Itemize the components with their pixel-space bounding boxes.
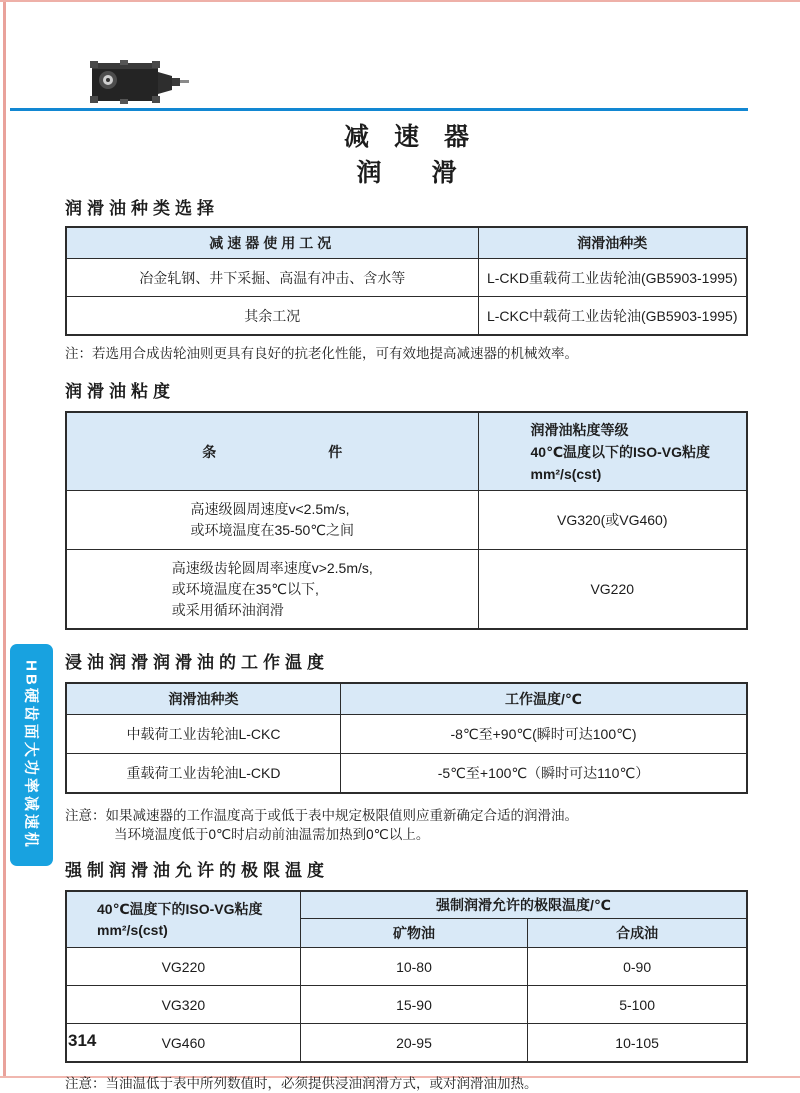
condition-line: 或采用循环油润滑 (171, 601, 284, 618)
cell-grade: VG320(或VG460) (478, 491, 747, 550)
cell-grade: VG220 (66, 948, 300, 986)
table-row (66, 986, 747, 1024)
section1-note: 注：若选用合成齿轮油则更具有良好的抗老化性能，可有效地提高减速器的机械效率。 (65, 346, 578, 361)
table-row (66, 1024, 747, 1063)
working-temp-table (65, 682, 748, 794)
viscosity-header-line: mm²/s(cst) (530, 465, 602, 482)
scan-edge-top (0, 0, 800, 2)
cell-grade: VG220 (478, 550, 747, 630)
section3-note-line2: 当环境温度低于0℃时启动前油温需加热到0℃以上。 (114, 827, 430, 842)
forced-lube-col1-header (66, 891, 300, 948)
page-content (65, 122, 748, 1093)
oil-type-col2-header: 润滑油种类 (478, 227, 747, 259)
viscosity-col1-header: 条 件 (66, 412, 478, 491)
oil-type-table (65, 226, 748, 336)
viscosity-header-line: 润滑油粘度等级 (530, 421, 629, 438)
cell-grade: VG460 (66, 1024, 300, 1063)
cell-condition (66, 491, 478, 550)
page-title-line1: 减 速 器 (343, 123, 469, 151)
forced-lube-subheader-synthetic: 合成油 (528, 919, 747, 948)
cell-oil: L-CKC中载荷工业齿轮油(GB5903-1995) (478, 297, 747, 336)
table-row (66, 491, 747, 550)
condition-line: 高速级齿轮圆周率速度v>2.5m/s, (171, 559, 373, 576)
forced-lube-span-header: 强制润滑允许的极限温度/℃ (300, 891, 747, 919)
table-row (66, 948, 747, 986)
cell-mineral-range: 10-80 (300, 948, 527, 986)
table-row (66, 297, 747, 336)
gear-reducer-photo-svg (90, 58, 190, 106)
page-title-line2: 润 滑 (356, 159, 457, 187)
scan-edge-left (3, 0, 6, 1078)
cell-temp: -8℃至+90℃(瞬时可达100℃) (340, 715, 747, 754)
cell-oil: L-CKD重载荷工业齿轮油(GB5903-1995) (478, 259, 747, 297)
viscosity-col2-header (478, 412, 747, 491)
forced-lube-col1-header-line: 40℃温度下的ISO-VG粘度 (97, 900, 263, 917)
header-rule (10, 108, 748, 111)
page-number: 314 (68, 1031, 97, 1050)
section1-heading: 润滑油种类选择 (65, 199, 219, 218)
forced-lube-col1-header-line: mm²/s(cst) (97, 921, 168, 938)
cell-synthetic-range: 10-105 (528, 1024, 747, 1063)
working-temp-col2-header: 工作温度/℃ (340, 683, 747, 715)
table-row (66, 715, 747, 754)
cell-synthetic-range: 0-90 (528, 948, 747, 986)
cell-oil: 中载荷工业齿轮油L-CKC (66, 715, 340, 754)
working-temp-col1-header: 润滑油种类 (66, 683, 340, 715)
gear-reducer-photo (90, 58, 190, 106)
condition-line: 或环境温度在35-50℃之间 (190, 522, 355, 538)
viscosity-table (65, 411, 748, 630)
forced-lube-limit-table (65, 890, 748, 1063)
condition-line: 或环境温度在35℃以下, (171, 580, 319, 597)
section2-heading: 润滑油粘度 (65, 382, 175, 401)
cell-oil: 重载荷工业齿轮油L-CKD (66, 754, 340, 794)
cell-mineral-range: 20-95 (300, 1024, 527, 1063)
section4-heading: 强制润滑油允许的极限温度 (65, 861, 329, 880)
forced-lube-subheader-mineral: 矿物油 (300, 919, 527, 948)
viscosity-header-line: 40℃温度以下的ISO-VG粘度 (530, 443, 711, 460)
oil-type-col1-header: 减速器使用工况 (66, 227, 478, 259)
cell-condition: 其余工况 (66, 297, 478, 336)
cell-mineral-range: 15-90 (300, 986, 527, 1024)
section3-note-line1: 注意：如果减速器的工作温度高于或低于表中规定极限值则应重新确定合适的润滑油。 (65, 808, 578, 823)
table-row (66, 550, 747, 630)
section3-heading: 浸油润滑润滑油的工作温度 (65, 653, 329, 672)
cell-grade: VG320 (66, 986, 300, 1024)
series-side-tab (10, 644, 53, 866)
cell-synthetic-range: 5-100 (528, 986, 747, 1024)
cell-condition: 冶金轧钢、井下采掘、高温有冲击、含水等 (66, 259, 478, 297)
section4-note: 注意：当油温低于表中所列数值时，必须提供浸油润滑方式，或对润滑油加热。 (65, 1076, 538, 1091)
series-side-tab-label: HB硬齿面大功率减速机 (22, 660, 39, 850)
condition-line: 高速级圆周速度v<2.5m/s, (190, 501, 350, 517)
table-row (66, 259, 747, 297)
table-row (66, 754, 747, 794)
cell-temp: -5℃至+100℃（瞬时可达110℃） (340, 754, 747, 794)
cell-condition (66, 550, 478, 630)
